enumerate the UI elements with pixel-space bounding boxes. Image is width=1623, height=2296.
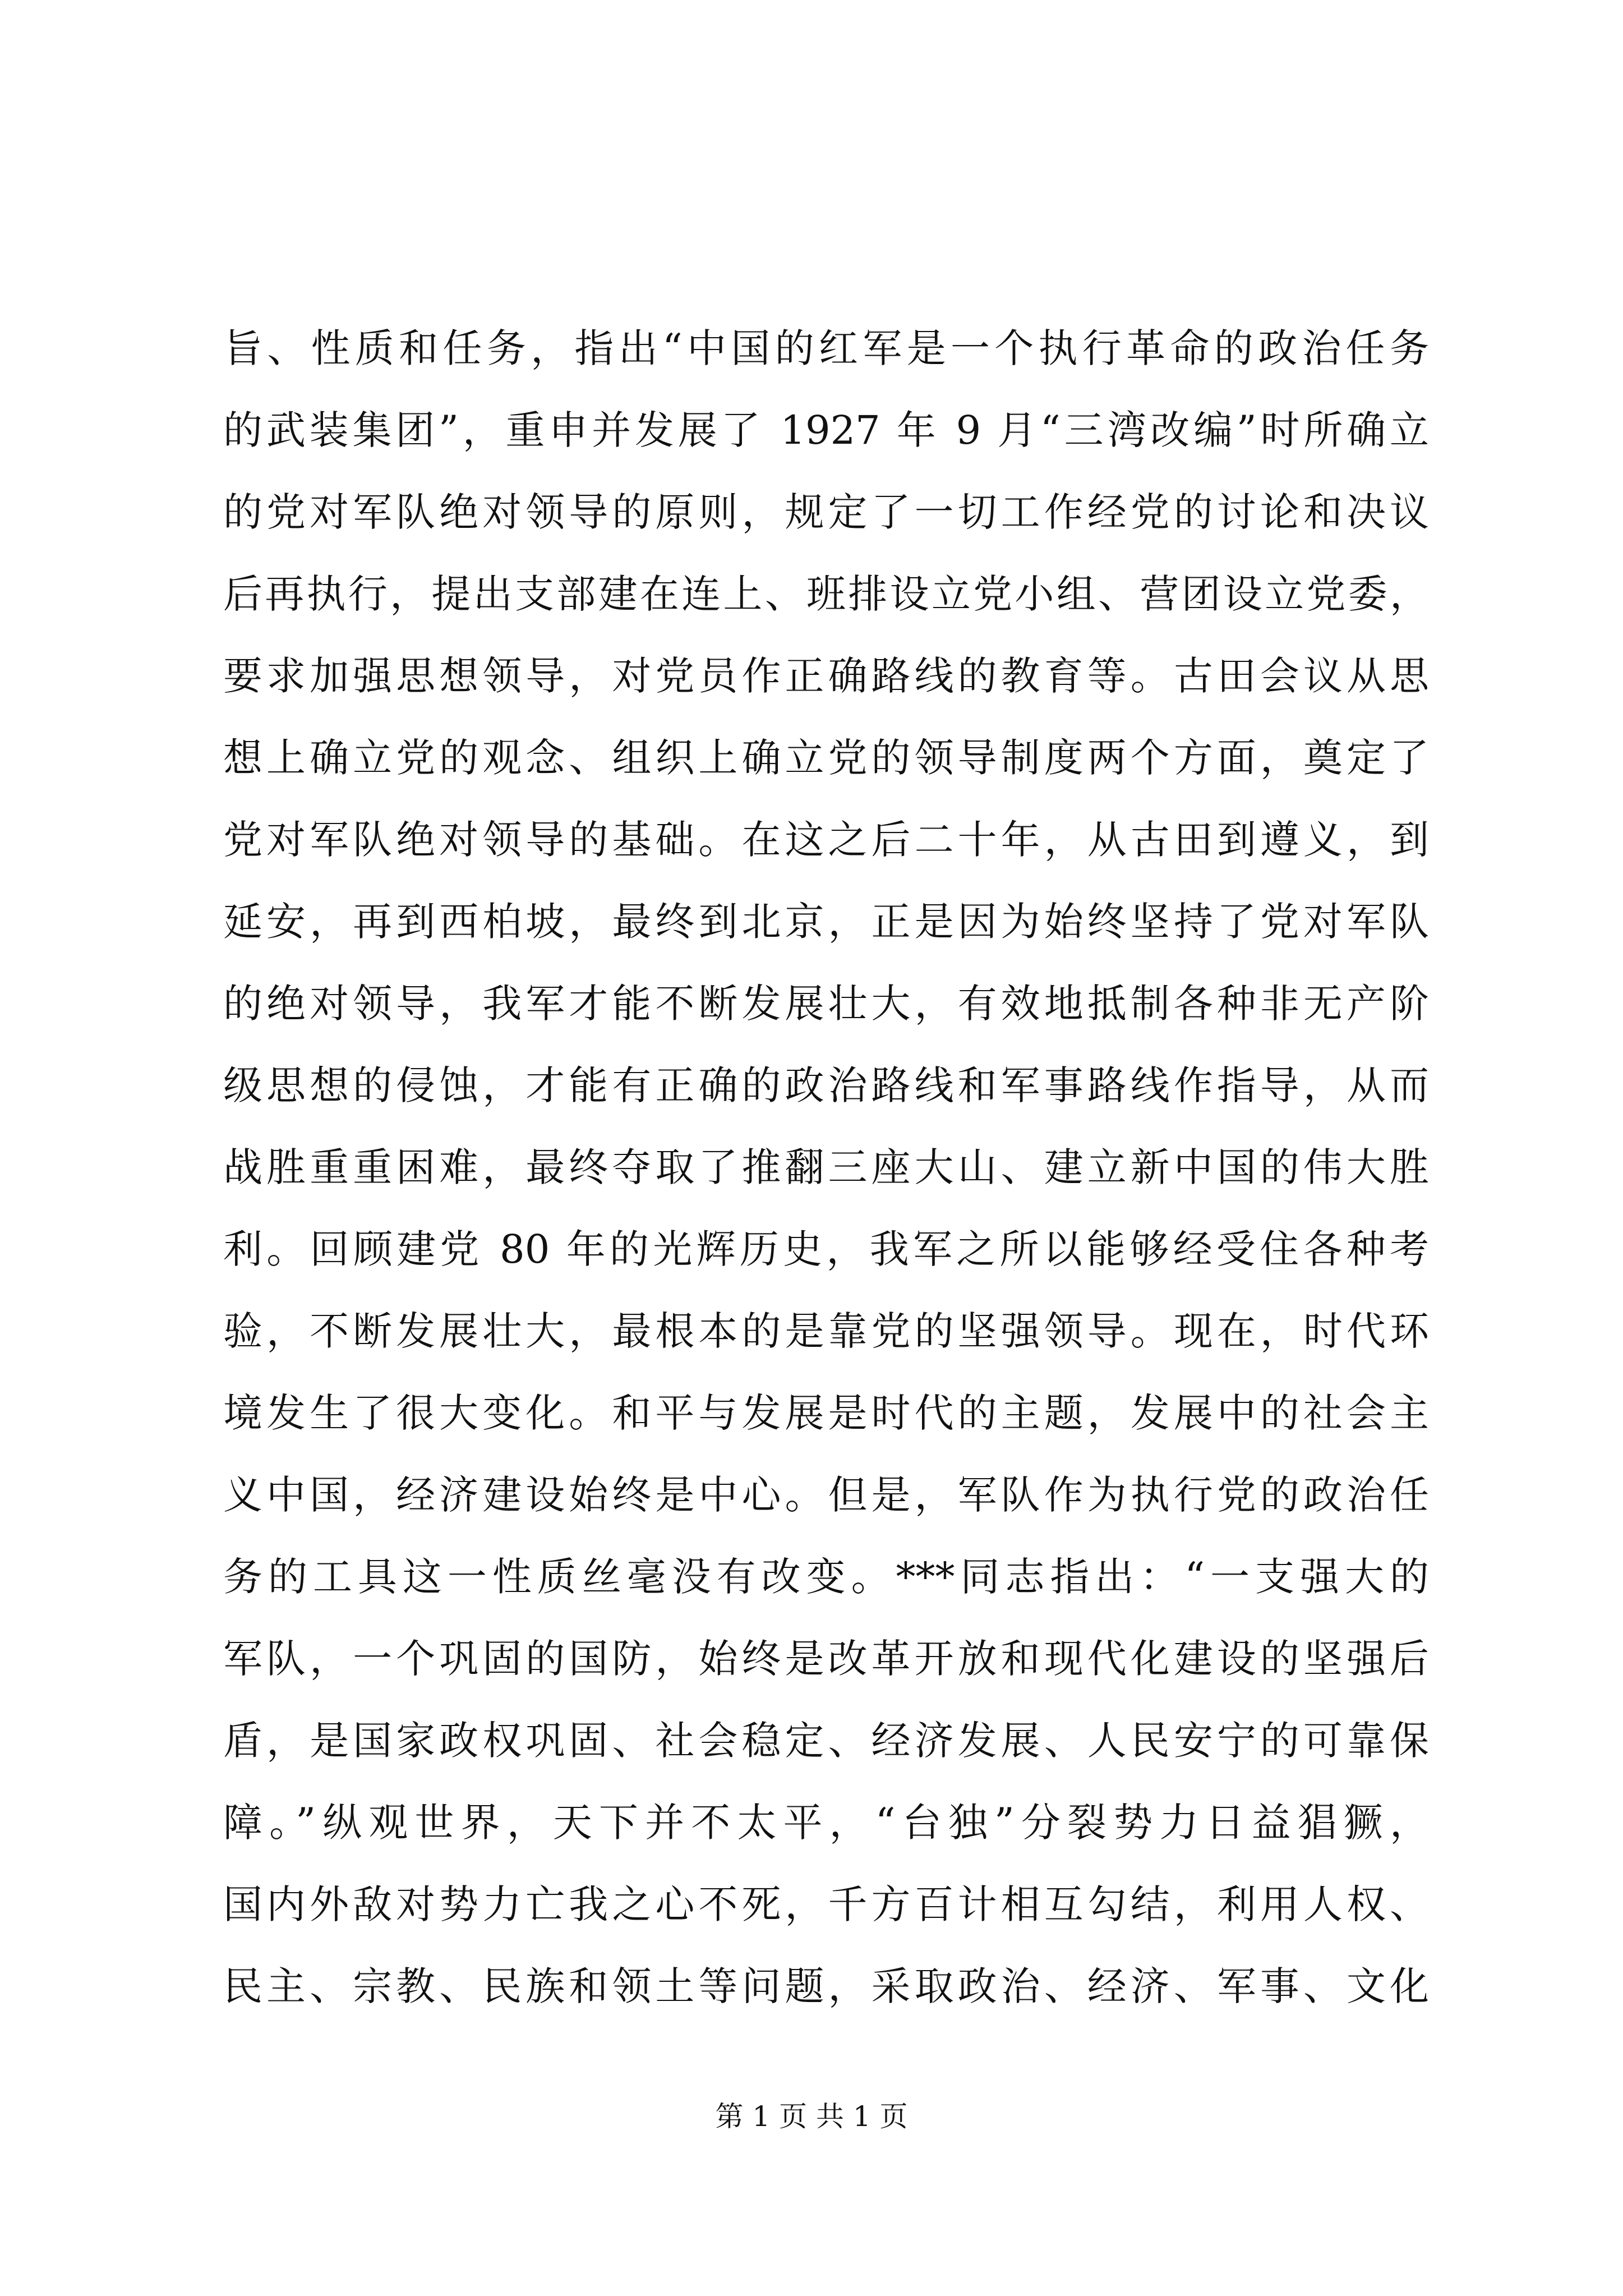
text-line: 的武装集团”，重申并发展了 1927 年 9 月“三湾改编”时所确立 (223, 407, 1429, 453)
text-line: 盾，是国家政权巩固、社会稳定、经济发展、人民安宁的可靠保 (223, 1718, 1429, 1764)
text-line: 国内外敌对势力亡我之心不死，千方百计相互勾结，利用人权、 (223, 1881, 1429, 1927)
page-number-label: 第 1 页 共 1 页 (715, 2100, 908, 2133)
text-line: 利。回顾建党 80 年的光辉历史，我军之所以能够经受住各种考 (223, 1226, 1429, 1272)
text-line: 旨、性质和任务，指出“中国的红军是一个执行革命的政治任务 (223, 325, 1429, 371)
text-line: 境发生了很大变化。和平与发展是时代的主题，发展中的社会主 (223, 1390, 1429, 1436)
text-line: 级思想的侵蚀，才能有正确的政治路线和军事路线作指导，从而 (223, 1062, 1429, 1108)
text-line: 义中国，经济建设始终是中心。但是，军队作为执行党的政治任 (223, 1472, 1429, 1518)
text-line: 民主、宗教、民族和领土等问题，采取政治、经济、军事、文化 (223, 1963, 1429, 2009)
text-line: 务的工具这一性质丝毫没有改变。***同志指出：“一支强大的 (223, 1554, 1429, 1600)
text-line: 军队，一个巩固的国防，始终是改革开放和现代化建设的坚强后 (223, 1636, 1429, 1682)
text-line: 后再执行，提出支部建在连上、班排设立党小组、营团设立党委， (223, 571, 1429, 617)
text-line: 的党对军队绝对领导的原则，规定了一切工作经党的讨论和决议 (223, 489, 1429, 535)
text-line: 障。”纵观世界，天下并不太平，“台独”分裂势力日益猖獗， (223, 1800, 1429, 1846)
body-text (223, 307, 1429, 2027)
text-line: 的绝对领导，我军才能不断发展壮大，有效地抵制各种非无产阶 (223, 981, 1429, 1027)
text-line: 要求加强思想领导，对党员作正确路线的教育等。古田会议从思 (223, 653, 1429, 699)
text-line: 延安，再到西柏坡，最终到北京，正是因为始终坚持了党对军队 (223, 899, 1429, 945)
text-line: 想上确立党的观念、组织上确立党的领导制度两个方面，奠定了 (223, 735, 1429, 781)
text-line: 验，不断发展壮大，最根本的是靠党的坚强领导。现在，时代环 (223, 1308, 1429, 1354)
page-footer (0, 2097, 1623, 2136)
text-line: 党对军队绝对领导的基础。在这之后二十年，从古田到遵义，到 (223, 817, 1429, 863)
text-line: 战胜重重困难，最终夺取了推翻三座大山、建立新中国的伟大胜 (223, 1144, 1429, 1190)
